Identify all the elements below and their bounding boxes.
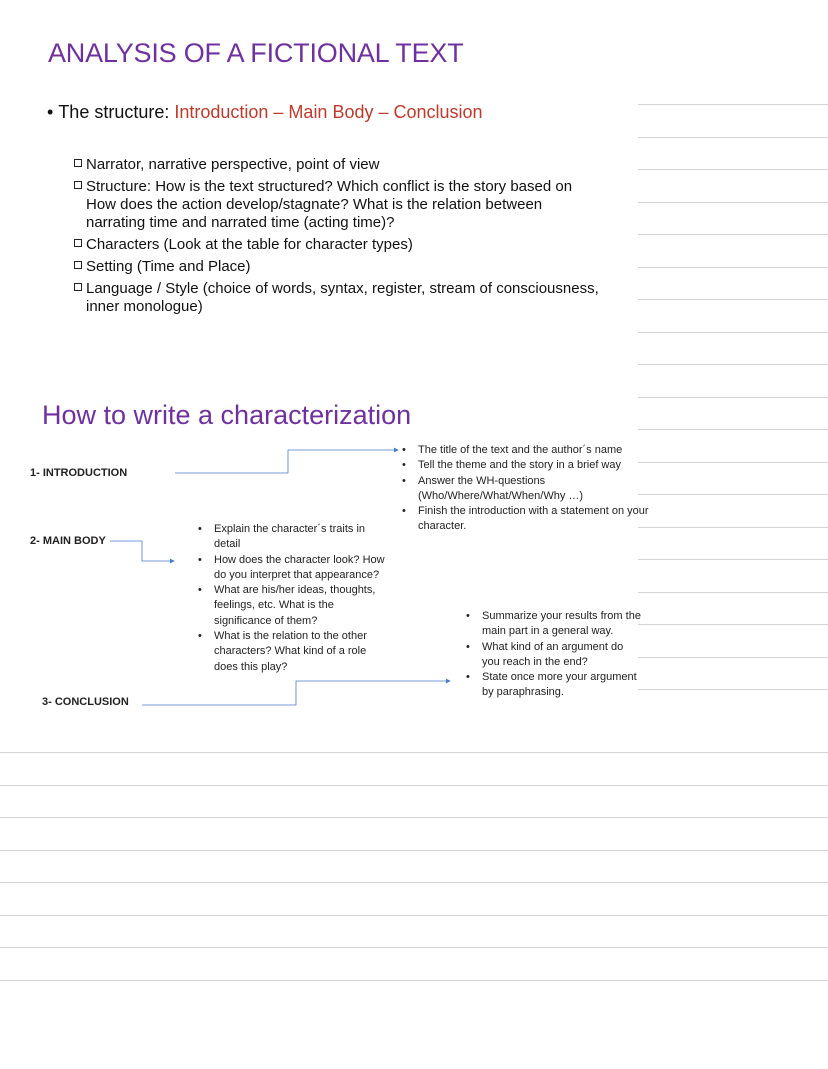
checklist-item-text: Narrator, narrative perspective, point of view bbox=[86, 156, 380, 173]
page-title: ANALYSIS OF A FICTIONAL TEXT bbox=[48, 38, 464, 68]
conclusion-connector bbox=[142, 681, 450, 705]
bullet: • bbox=[47, 102, 59, 122]
checklist-item-text: Setting (Time and Place) bbox=[86, 258, 251, 275]
conclusion-label: 3- CONCLUSION bbox=[42, 696, 129, 708]
main-body-points bbox=[196, 522, 392, 675]
checklist-item-text: Structure: How is the text structured? Which conflict is the story based on bbox=[86, 178, 573, 195]
introduction-points bbox=[400, 443, 650, 535]
introduction-label: 1- INTRODUCTION bbox=[30, 467, 128, 479]
list-item: • Summarize your results from the main part in a general way. bbox=[464, 609, 644, 640]
list-item: • How does the character look? How do you interpret that appearance? bbox=[196, 553, 392, 584]
list-item: • Tell the theme and the story in a brief way bbox=[400, 458, 650, 473]
main-body-label: 2- MAIN BODY bbox=[30, 535, 106, 547]
main-body-connector bbox=[110, 541, 174, 561]
checklist-item-continuation: inner monologue) bbox=[86, 298, 203, 315]
list-item: • What is the relation to the other characters? What kind of a role does this play? bbox=[196, 629, 392, 675]
list-item: • What kind of an argument do you reach in the end? bbox=[464, 640, 644, 671]
checklist-item-continuation: How does the action develop/stagnate? What is the relation between narrating time and narrated time (acting time)? bbox=[86, 196, 543, 231]
checklist-item-text: Language / Style (choice of words, syntax, register, stream of consciousness, bbox=[86, 280, 599, 297]
characterization-title: How to write a characterization bbox=[42, 400, 412, 430]
checklist-item-text: Characters (Look at the table for character types) bbox=[86, 236, 413, 253]
list-item: • Finish the introduction with a statement on your character. bbox=[400, 504, 650, 535]
intro-connector bbox=[175, 450, 398, 473]
list-item: • Explain the character´s traits in detail bbox=[196, 522, 392, 553]
structure-prefix: The structure: bbox=[58, 102, 175, 122]
conclusion-points bbox=[464, 609, 644, 701]
list-item: • State once more your argument by paraphrasing. bbox=[464, 670, 644, 701]
list-item: • What are his/her ideas, thoughts, feelings, etc. What is the significance of them? bbox=[196, 583, 392, 629]
structure-parts: Introduction – Main Body – Conclusion bbox=[174, 102, 483, 122]
list-item: • The title of the text and the author´s name bbox=[400, 443, 650, 458]
list-item: • Answer the WH-questions (Who/Where/What/When/Why …) bbox=[400, 474, 650, 505]
